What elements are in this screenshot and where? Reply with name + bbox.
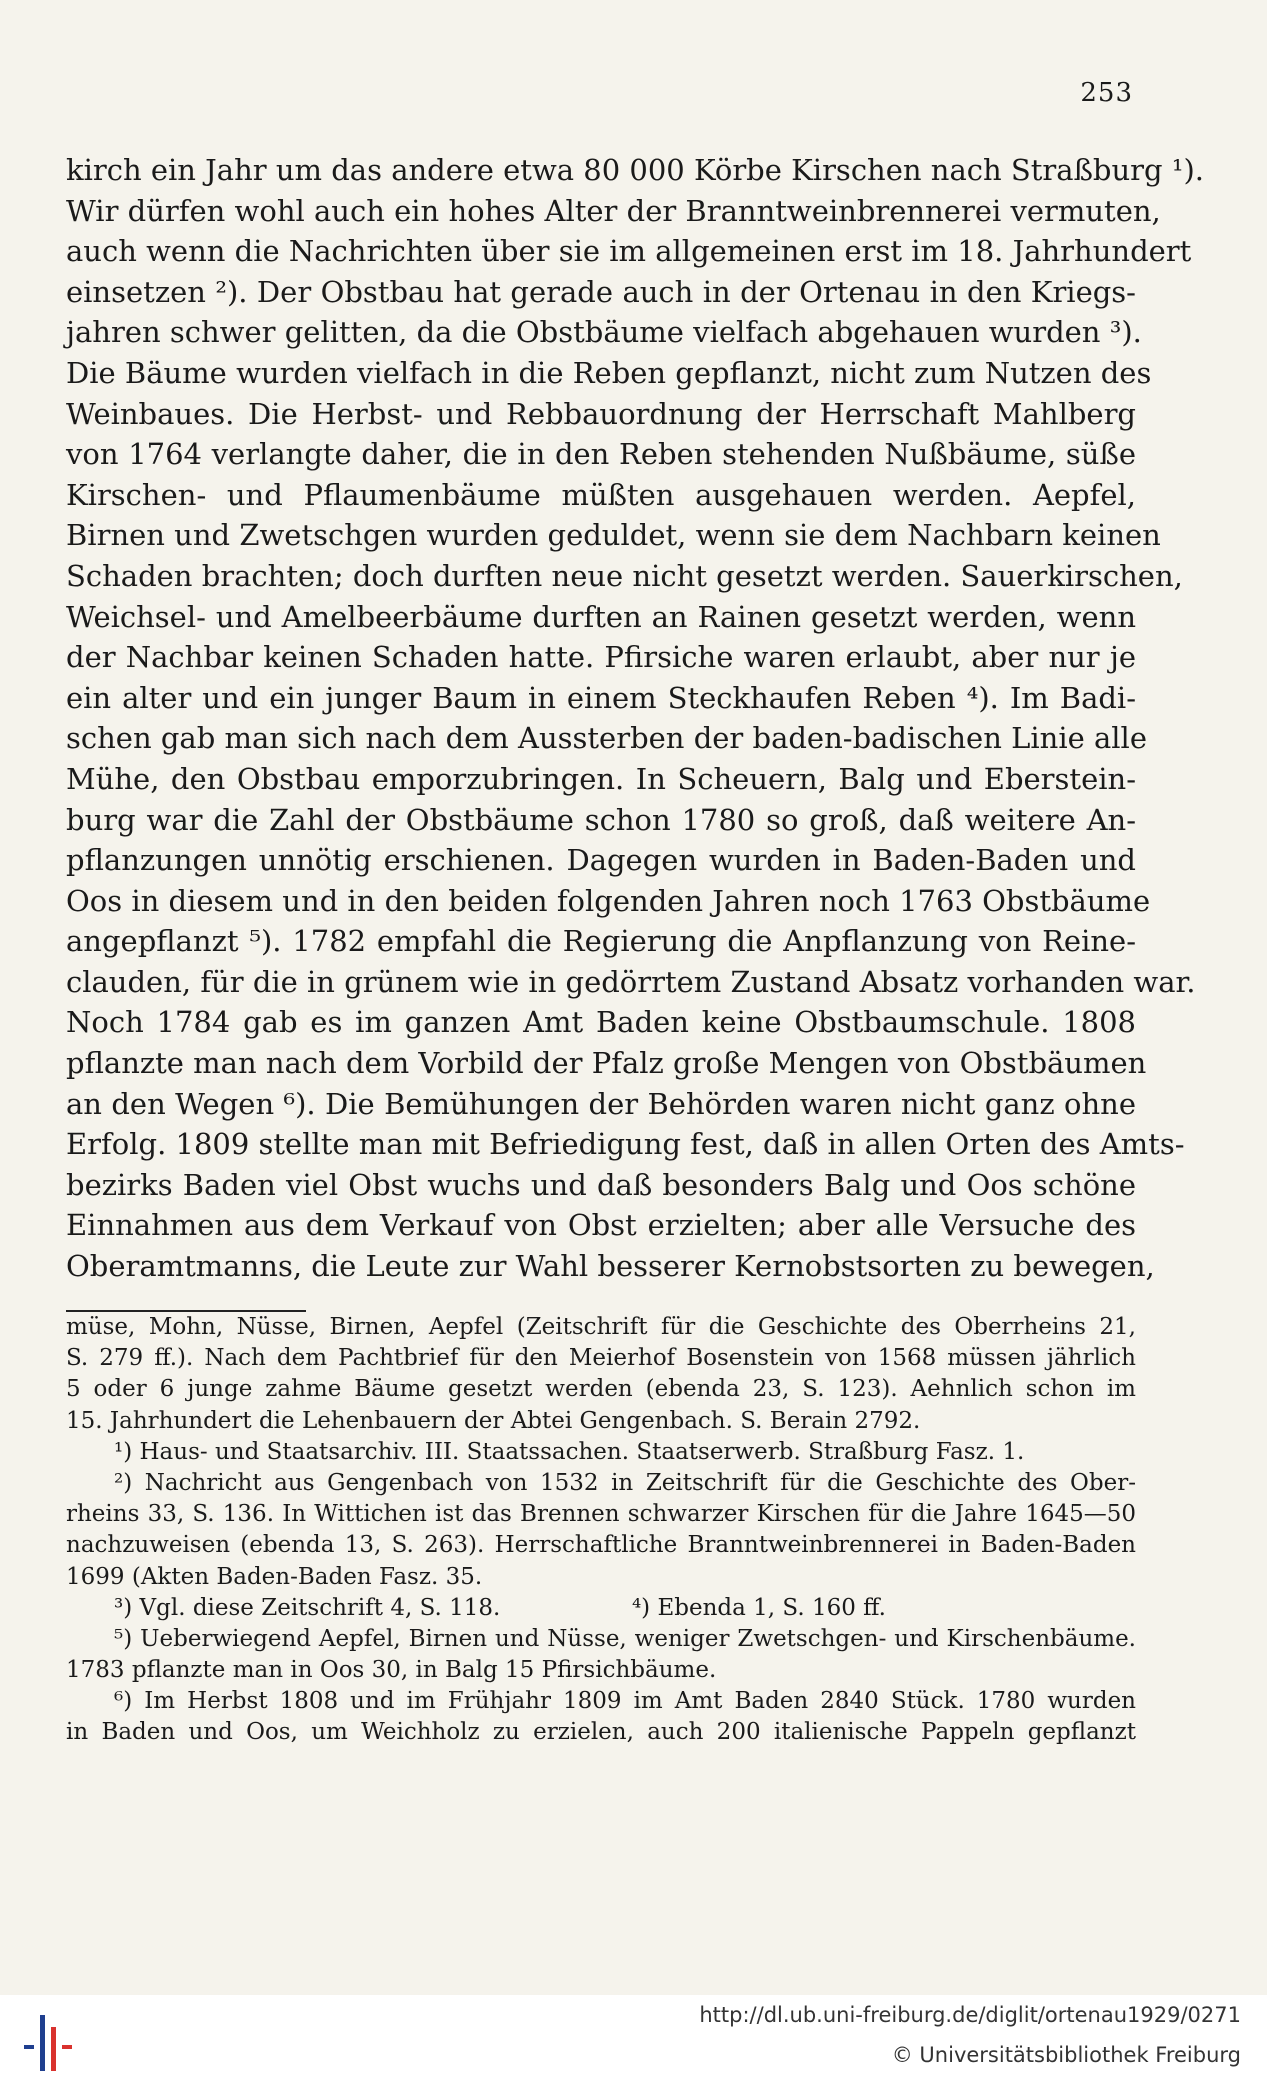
body-line: Wir dürfen wohl auch ein hohes Alter der Branntweinbrennerei vermuten, — [66, 193, 1161, 228]
body-line: Birnen und Zwetschgen wurden geduldet, wenn sie dem Nachbarn keinen — [66, 518, 1161, 553]
footnote-line: 1699 (Akten Baden-Baden Fasz. 35. — [66, 1563, 483, 1590]
body-line: Die Bäume wurden vielfach in die Reben gepflanzt, nicht zum Nutzen des — [66, 355, 1152, 390]
footnote-3: ³) Vgl. diese Zeitschrift 4, S. 118. — [114, 1594, 501, 1621]
footnotes — [66, 1312, 1136, 1749]
footnote-5: ⁵) Ueberwiegend Aepfel, Birnen und Nüsse, weniger Zwetschgen- und Kirschenbäume. — [114, 1625, 1136, 1652]
body-line: Weinbaues. Die Herbst- und Rebbauordnung der Herrschaft Mahlberg — [66, 396, 1136, 431]
body-line: auch wenn die Nachrichten über sie im allgemeinen erst im 18. Jahrhundert — [66, 234, 1192, 269]
body-line: Erfolg. 1809 stellte man mit Befriedigung fest, daß in allen Orten des Amts- — [66, 1127, 1185, 1162]
body-line: schen gab man sich nach dem Aussterben der baden-badischen Linie alle — [66, 721, 1147, 756]
footnote-line: müse, Mohn, Nüsse, Birnen, Aepfel (Zeitschrift für die Geschichte des Oberrheins 21, — [66, 1314, 1136, 1340]
body-line: von 1764 verlangte daher, die in den Reben stehenden Nußbäume, süße — [66, 437, 1136, 472]
footnote-pair — [66, 1593, 1136, 1624]
body-line: ein alter und ein junger Baum in einem Steckhaufen Reben ⁴). Im Badi- — [66, 680, 1136, 715]
footnote-line: S. 279 ff.). Nach dem Pachtbrief für den Meierhof Bosenstein von 1568 müssen jährlich — [66, 1345, 1136, 1372]
copyright-text: © Universitätsbibliothek Freiburg — [891, 2043, 1241, 2067]
source-url-link[interactable]: http://dl.ub.uni-freiburg.de/diglit/ortenau1929/0271 — [699, 2003, 1241, 2027]
footnote-line: 15. Jahrhundert die Lehenbauern der Abtei Gengenbach. S. Berain 2792. — [66, 1407, 921, 1434]
footnote-line: nachzuweisen (ebenda 13, S. 263). Herrschaftliche Branntweinbrennerei in Baden-Baden — [66, 1532, 1136, 1559]
body-line: der Nachbar keinen Schaden hatte. Pfirsiche waren erlaubt, aber nur je — [66, 640, 1136, 675]
footnote-line: rheins 33, S. 136. In Wittichen ist das Brennen schwarzer Kirschen für die Jahre 1645—50 — [66, 1501, 1136, 1528]
body-line: pflanzungen unnötig erschienen. Dagegen wurden in Baden-Baden und — [66, 843, 1136, 878]
page-number: 253 — [1080, 78, 1133, 108]
footer — [0, 1995, 1267, 2084]
footnote-line: 5 oder 6 junge zahme Bäume gesetzt werden (ebenda 23, S. 123). Aehnlich schon im — [66, 1376, 1136, 1403]
body-line: clauden, für die in grünem wie in gedörrtem Zustand Absatz vorhanden war. — [66, 964, 1196, 999]
body-line: pflanzte man nach dem Vorbild der Pfalz große Mengen von Obstbäumen — [66, 1046, 1147, 1081]
body-line: Einnahmen aus dem Verkauf von Obst erzielten; aber alle Versuche des — [66, 1208, 1136, 1243]
footnote-1: ¹) Haus- und Staatsarchiv. III. Staatssachen. Staatserwerb. Straßburg Fasz. 1. — [114, 1438, 1025, 1465]
body-line: jahren schwer gelitten, da die Obstbäume vielfach abgehauen wurden ³). — [66, 315, 1142, 350]
body-line: kirch ein Jahr um das andere etwa 80 000 Körbe Kirschen nach Straßburg ¹). — [66, 153, 1204, 187]
body-line: Mühe, den Obstbau emporzubringen. In Scheuern, Balg und Eberstein- — [66, 761, 1136, 796]
footnote-line: 1783 pflanzte man in Oos 30, in Balg 15 Pfirsichbäume. — [66, 1657, 717, 1684]
body-line: an den Wegen ⁶). Die Bemühungen der Behörden waren nicht ganz ohne — [66, 1086, 1136, 1121]
footnote-line: in Baden und Oos, um Weichholz zu erzielen, auch 200 italienische Pappeln gepflanzt — [66, 1719, 1136, 1746]
body-line: Kirschen- und Pflaumenbäume müßten ausgehauen werden. Aepfel, — [66, 477, 1136, 512]
body-line: einsetzen ²). Der Obstbau hat gerade auch in der Ortenau in den Kriegs- — [66, 274, 1136, 309]
body-line: burg war die Zahl der Obstbäume schon 1780 so groß, daß weitere An- — [66, 802, 1136, 837]
body-line: Oberamtmanns, die Leute zur Wahl besserer Kernobstsorten zu bewegen, — [66, 1249, 1155, 1284]
body-line: Schaden brachten; doch durften neue nicht gesetzt werden. Sauerkirschen, — [66, 558, 1183, 593]
footnote-6: ⁶) Im Herbst 1808 und im Frühjahr 1809 im Amt Baden 2840 Stück. 1780 wurden — [114, 1688, 1136, 1715]
body-line: Weichsel- und Amelbeerbäume durften an Rainen gesetzt werden, wenn — [66, 599, 1136, 634]
body-line: bezirks Baden viel Obst wuchs und daß besonders Balg und Oos schöne — [66, 1167, 1136, 1202]
body-line: angepflanzt ⁵). 1782 empfahl die Regierung die Anpflanzung von Reine- — [66, 924, 1136, 959]
body-line: Oos in diesem und in den beiden folgenden Jahren noch 1763 Obstbäume — [66, 883, 1151, 918]
body-text — [66, 150, 1204, 1287]
footnote-2: ²) Nachricht aus Gengenbach von 1532 in Zeitschrift für die Geschichte des Ober- — [114, 1469, 1136, 1496]
body-line: Noch 1784 gab es im ganzen Amt Baden keine Obstbaumschule. 1808 — [66, 1005, 1136, 1040]
footnote-4: ⁴) Ebenda 1, S. 160 ff. — [631, 1594, 886, 1621]
ub-freiburg-logo-icon[interactable] — [18, 2007, 78, 2077]
